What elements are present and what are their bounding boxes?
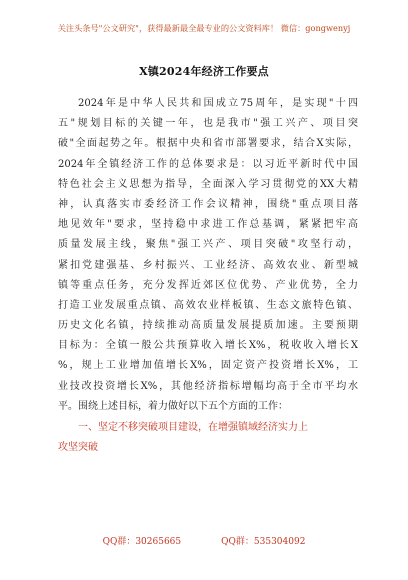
document-title: X镇2024年经济工作要点 xyxy=(139,65,269,78)
section-heading xyxy=(58,418,358,458)
qq-group-2: QQ群：535304092 xyxy=(221,537,306,547)
body-paragraph xyxy=(58,94,358,417)
promo-banner: 关注头条号"公文研究"，获得最新最全最专业的公文资料库！ 微信：gongwenyj xyxy=(57,23,351,33)
body-line: 紧扣党建强基、乡村振兴、工业经济、高效农业、新型城 xyxy=(58,259,358,271)
body-line: 2024年是中华人民共和国成立75周年，是实现"十四 xyxy=(78,98,358,109)
body-line: 地见效年"要求，坚持稳中求进工作总基调，紧紧把牢高 xyxy=(58,219,358,231)
qq-group-1: QQ群：30265665 xyxy=(102,537,182,547)
body-line: 目标为：全镇一般公共预算收入增长X%，税收收入增长X xyxy=(58,340,358,352)
body-line: 五"规划目标的关键一年，也是我市"强工兴产、项目突 xyxy=(58,118,358,130)
body-line: 业技改投资增长X%，其他经济指标增幅均高于全市平均水 xyxy=(58,380,358,392)
body-line: 质量发展主线，聚焦"强工兴产、项目突破"攻坚行动， xyxy=(58,239,358,251)
body-line: 镇等重点任务，充分发挥近郊区位优势、产业优势，全力 xyxy=(58,279,358,291)
body-line: 平。围绕上述目标，着力做好以下五个方面的工作： xyxy=(58,400,288,412)
body-line: 神，认真落实市委经济工作会议精神，围绕"重点项目落 xyxy=(58,198,358,210)
section-heading-line: 攻坚突破 xyxy=(58,442,98,454)
body-line: 特色社会主义思想为指导，全面深入学习贯彻党的XX大精 xyxy=(58,178,358,190)
body-line: 打造工业发展重点镇、高效农业样板镇、生态文旅特色镇、 xyxy=(58,299,358,311)
footer-contacts xyxy=(0,536,408,548)
body-line: %，规上工业增加值增长X%，固定资产投资增长X%，工 xyxy=(58,360,358,372)
body-line: 破"全面起势之年。根据中央和省市部署要求，结合X实际， xyxy=(58,138,358,150)
section-heading-line: 一、坚定不移突破项目建设，在增强镇域经济实力上 xyxy=(78,422,308,433)
body-line: 历史文化名镇，持续推动高质量发展提质加速。主要预期 xyxy=(58,320,358,332)
body-line: 2024年全镇经济工作的总体要求是：以习近平新时代中国 xyxy=(58,158,358,170)
